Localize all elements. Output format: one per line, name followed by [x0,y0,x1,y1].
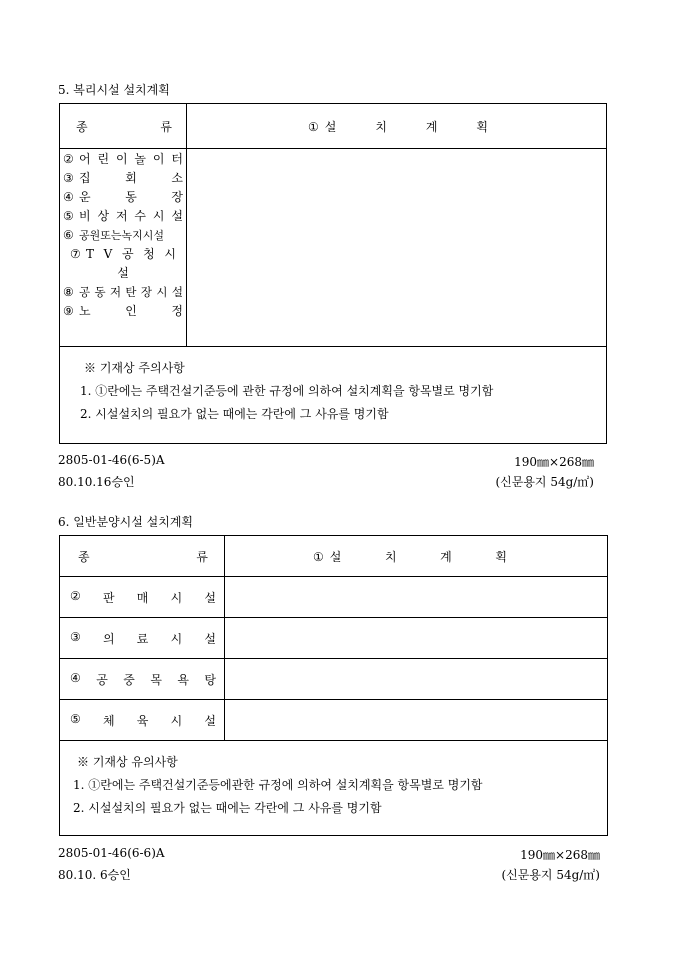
section5-table [59,103,607,444]
s5-item [60,245,186,264]
label-char: 터 [171,152,183,166]
label-char: 설 [204,631,216,646]
s6-item-symbol: ③ [70,629,81,644]
s6-plan-input[interactable] [225,577,608,618]
s6-item-symbol: ⑤ [70,711,81,726]
s5-header-type-char: 종 [76,119,88,134]
section6-table [59,535,608,836]
s6-header-type [60,536,225,577]
s6-item [60,618,225,659]
label-char: 장 [140,285,152,299]
s6-item-symbol: ④ [70,670,81,685]
s6-note: 2. 시설설치의 필요가 없는 때에는 각란에 그 사유를 명기함 [73,801,382,815]
label-char: 청 [143,247,155,261]
label-char: 저 [115,209,128,223]
s5-item-symbol: ⑦ [70,247,81,261]
s5-paper-type: (신문용지 54g/㎡) [495,475,594,489]
label-char: 시 [164,247,176,261]
s6-notes-title: ※ 기재상 유의사항 [77,755,178,769]
label-char: 설 [117,266,129,280]
label-char: 설 [171,285,183,299]
s5-item-symbol: ② [63,152,74,166]
s5-item-list [60,149,187,347]
s5-header-plan-char: 설 [324,119,337,134]
s5-header-plan-char: 계 [425,119,438,134]
s5-item-continuation [60,264,186,283]
s5-item-symbol: ③ [63,171,74,185]
s5-form-number: 2805-01-46(6-5)A [58,453,165,467]
s6-header-type-char: 종 [78,549,90,564]
s6-paper-size: 190㎜×268㎜ [520,848,600,862]
label-char: 매 [136,590,149,605]
s5-approval-date: 80.10.16승인 [58,475,135,489]
label-char: 집 [79,171,91,185]
s5-item-symbol: ⑨ [63,304,74,318]
label-char: 회 [125,171,137,185]
s6-plan-input[interactable] [225,618,608,659]
label-char: 시 [156,285,168,299]
s5-note: 2. 시설설치의 필요가 없는 때에는 각란에 그 사유를 명기함 [80,407,389,421]
s5-note: 1. ①란에는 주택건설기준등에 관한 규정에 의하여 설치계획을 항목별로 명기함 [80,384,494,398]
s6-header-plan [225,536,608,577]
label-char: 린 [97,152,110,166]
label-char: 소 [171,171,183,185]
label-char: V [103,247,113,261]
s5-header-type [60,104,187,149]
s5-notes [60,347,607,444]
s6-plan-input[interactable] [225,659,608,700]
s6-form-number: 2805-01-46(6-6)A [58,846,165,860]
label-char: 체 [102,713,115,728]
s5-paper-size: 190㎜×268㎜ [514,455,594,469]
label-char: 이 [152,152,165,166]
label-char: 설 [171,209,183,223]
label-char: 동 [125,190,137,204]
s6-header-plan-char: 획 [495,549,507,564]
s5-item-symbol: ⑥ [63,228,74,242]
section5-title: 5. 복리시설 설치계획 [58,83,170,97]
label-char: 시 [170,631,183,646]
label-char: 노 [79,304,91,318]
s6-note: 1. ①란에는 주택건설기준등에관한 규정에 의하여 설치계획을 항목별로 명기함 [73,778,483,792]
s5-header-type-char: 류 [160,119,172,134]
label-char: 목 [150,672,162,687]
label-char: 장 [171,190,183,204]
s6-header-plan-char: 계 [440,549,452,564]
label-char: 공 [121,247,134,261]
s5-item [60,283,186,302]
s5-header-plan-symbol: ① [308,119,319,134]
s6-plan-input[interactable] [225,700,608,741]
s5-item [60,169,186,188]
s5-header-plan-char: 치 [375,119,387,134]
label-char: 놀 [134,152,146,166]
s6-header-plan-symbol: ① [313,549,324,564]
label-char: 판 [102,590,115,605]
s6-header-plan-char: 설 [329,549,342,564]
label-char: 설 [204,590,216,605]
label-char: 탕 [204,672,216,687]
s5-notes-title: ※ 기재상 주의사항 [84,361,185,375]
s5-item-symbol: ⑤ [63,209,74,223]
s5-item [60,188,186,207]
s6-item [60,659,225,700]
s6-header-plan-char: 치 [384,549,397,564]
s5-item [60,207,186,226]
s5-plan-input[interactable] [187,149,607,347]
label-char: 료 [136,631,149,646]
label-char: 시 [152,209,165,223]
label-char: 육 [136,713,149,728]
label-char: 탄 [125,285,137,299]
label-char: 정 [171,304,183,318]
s5-item [60,226,186,245]
label-char: 수 [134,209,146,223]
label-char: 의 [102,631,115,646]
s5-item-symbol: ⑧ [63,285,74,299]
label-char: 욕 [177,672,189,687]
label-char: 중 [123,672,135,687]
label-char: 저 [109,285,122,299]
s5-item-symbol: ④ [63,190,74,204]
label-char: 공 [96,672,108,687]
label-char: 시 [170,713,183,728]
s5-item [60,302,186,321]
label-char: 운 [79,190,91,204]
s6-item [60,577,225,618]
label-char: 이 [115,152,128,166]
label-char: 상 [97,209,110,223]
label-char: 어 [79,152,91,166]
label-char: 공원또는녹지시설 [79,229,165,242]
label-char: 비 [79,209,91,223]
label-char: 시 [170,590,183,605]
s6-header-type-char: 류 [196,549,208,564]
s6-notes [60,741,608,836]
s6-approval-date: 80.10. 6승인 [58,868,131,882]
label-char: 공 [79,285,91,299]
s6-item [60,700,225,741]
label-char: T [86,247,95,261]
s5-item [60,150,186,169]
label-char: 설 [204,713,216,728]
section6-title: 6. 일반분양시설 설치계획 [58,515,193,529]
s5-header-plan-char: 획 [476,119,488,134]
s6-item-symbol: ② [70,588,81,603]
label-char: 인 [125,304,137,318]
s6-paper-type: (신문용지 54g/㎡) [501,868,600,882]
label-char: 동 [94,285,106,299]
s5-header-plan [187,104,607,149]
